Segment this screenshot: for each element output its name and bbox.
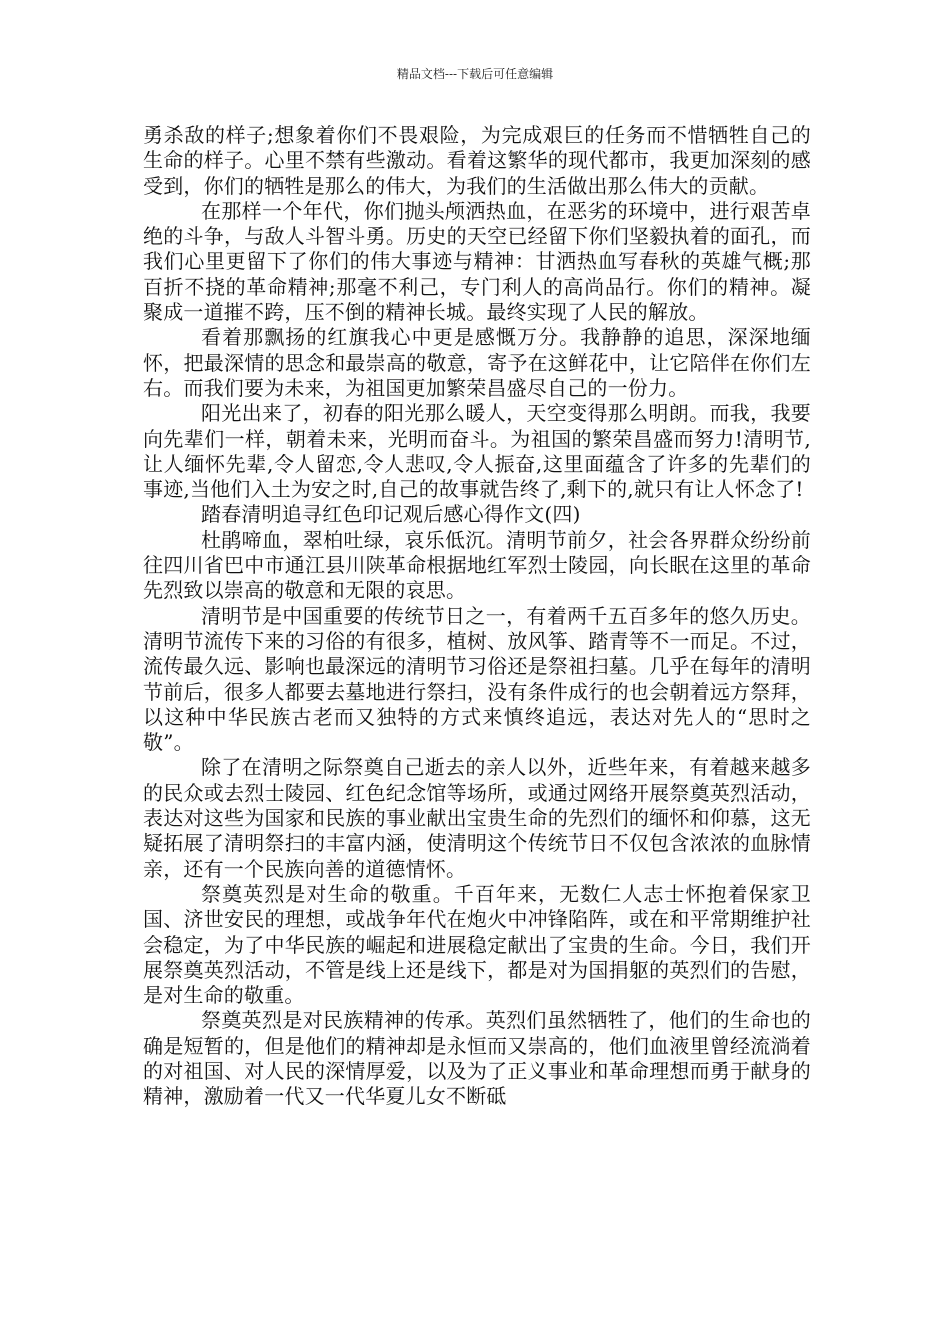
section-heading: 踏春清明追寻红色印记观后感心得作文(四)	[201, 502, 581, 527]
paragraph: 清明节是中国重要的传统节日之一，有着两千五百多年的悠久历史。清明节流传下来的习俗的有很多，植树、放风筝、踏青等不一而足。不过，流传最久远、影响也最深远的清明节习俗还是祭祖扫墓。几乎在每年的清明节前后，很多人都要去墓地进行祭扫，没有条件成行的也会朝着远方祭拜，以这种中华民族古老而又独特的方式来慎终追远，表达对先人的“思时之敬”。	[143, 603, 811, 755]
paragraph: 祭奠英烈是对民族精神的传承。英烈们虽然牺牲了，他们的生命也的确是短暂的，但是他们的精神却是永恒而又崇高的，他们血液里曾经流淌着的对祖国、对人民的深情厚爱，以及为了正义事业和革命理想而勇于献身的精神，激励着一代又一代华夏儿女不断砥	[143, 1008, 811, 1109]
paragraph: 勇杀敌的样子;想象着你们不畏艰险，为完成艰巨的任务而不惜牺牲自己的生命的样子。心里不禁有些激动。看着这繁华的现代都市，我更加深刻的感受到，你们的牺牲是那么的伟大，为我们的生活做出那么伟大的贡献。	[143, 123, 811, 198]
paragraph: 杜鹃啼血，翠柏吐绿，哀乐低沉。清明节前夕，社会各界群众纷纷前往四川省巴中市通江县川陕革命根据地红军烈士陵园，向长眠在这里的革命先烈致以崇高的敬意和无限的哀思。	[143, 527, 811, 603]
paragraph: 看着那飘扬的红旗我心中更是感慨万分。我静静的追思，深深地缅怀，把最深情的思念和最崇高的敬意，寄予在这鲜花中，让它陪伴在你们左右。而我们要为未来，为祖国更加繁荣昌盛尽自己的一份力。	[143, 325, 811, 400]
page-header: 精品文档---下载后可任意编辑	[396, 67, 554, 81]
paragraph: 阳光出来了，初春的阳光那么暖人，天空变得那么明朗。而我，我要向先辈们一样，朝着未来，光明而奋斗。为祖国的繁荣昌盛而努力!清明节,让人缅怀先辈,令人留恋,令人悲叹,令人振奋,这里面蕴含了许多的先辈们的事迹,当他们入土为安之时,自己的故事就告终了,剩下的,就只有让人怀念了!	[143, 401, 811, 502]
paragraph: 在那样一个年代，你们抛头颅洒热血，在恶劣的环境中，进行艰苦卓绝的斗争，与敌人斗智斗勇。历史的天空已经留下你们坚毅执着的面孔，而我们心里更留下了你们的伟大事迹与精神：甘洒热血写春秋的英雄气概;那百折不挠的革命精神;那毫不利己，专门利人的高尚品行。你们的精神。凝聚成一道摧不跨，压不倒的精神长城。最终实现了人民的解放。	[143, 198, 811, 325]
paragraph: 除了在清明之际祭奠自己逝去的亲人以外，近些年来，有着越来越多的民众或去烈士陵园、红色纪念馆等场所，或通过网络开展祭奠英烈活动，表达对这些为国家和民族的事业献出宝贵生命的先烈们的缅怀和仰慕，这无疑拓展了清明祭扫的丰富内涵，使清明这个传统节日不仅包含浓浓的血脉情亲，还有一个民族向善的道德情怀。	[143, 755, 811, 881]
document-body	[143, 123, 811, 1110]
paragraph: 祭奠英烈是对生命的敬重。千百年来，无数仁人志士怀抱着保家卫国、济世安民的理想，或战争年代在炮火中冲锋陷阵，或在和平常期维护社会稳定，为了中华民族的崛起和进展稳定献出了宝贵的生命。今日，我们开展祭奠英烈活动，不管是线上还是线下，都是对为国捐躯的英烈们的告慰，是对生命的敬重。	[143, 881, 811, 1008]
